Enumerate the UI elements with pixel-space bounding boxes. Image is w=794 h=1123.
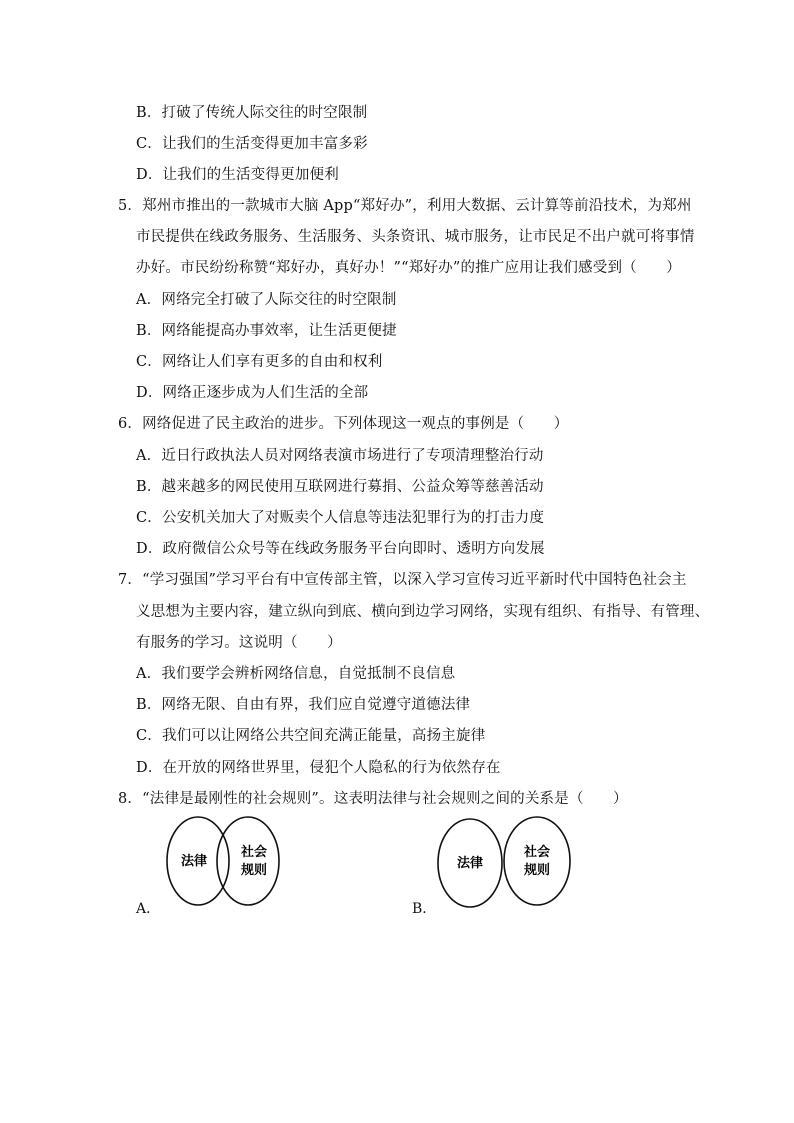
q7-option-a: A．我们要学会辨析网络信息，自觉抵制不良信息 xyxy=(136,666,456,682)
q4-option-d: D．让我们的生活变得更加便利 xyxy=(136,167,339,183)
q7-option-d: D．在开放的网络世界里，侵犯个人隐私的行为依然存在 xyxy=(136,760,501,776)
q6-option-c: C．公安机关加大了对贩卖个人信息等违法犯罪行为的打击力度 xyxy=(136,510,545,526)
q6-stem: 6．网络促进了民主政治的进步。下列体现这一观点的事例是（ ） xyxy=(118,416,569,432)
q5-option-d: D．网络正逐步成为人们生活的全部 xyxy=(136,385,369,401)
diagram-b-label: B． xyxy=(412,901,437,917)
q6-option-d: D．政府微信公众号等在线政务服务平台向即时、透明方向发展 xyxy=(136,541,545,557)
q6-option-a: A．近日行政执法人员对网络表演市场进行了专项清理整治行动 xyxy=(136,448,544,464)
q7-stem-line-2: 义思想为主要内容，建立纵向到底、横向到边学习网络，实现有组织、有指导、有管理、 xyxy=(136,604,710,620)
q7-option-c: C．我们可以让网络公共空间充满正能量，高扬主旋律 xyxy=(136,728,486,744)
q5-option-c: C．网络让人们享有更多的自由和权利 xyxy=(136,354,383,370)
q5-option-a: A．网络完全打破了人际交往的时空限制 xyxy=(136,292,397,308)
q7-option-b: B．网络无限、自由有界，我们应自觉遵守道德法律 xyxy=(136,697,471,713)
diagram-b-law-text: 法律 xyxy=(456,856,484,871)
diagram-a-law-text: 法律 xyxy=(180,854,208,869)
q5-stem-line-1: 5．郑州市推出的一款城市大脑 App“郑好办”，利用大数据、云计算等前沿技术，为郑州 xyxy=(118,198,692,214)
q6-option-b: B．越来越多的网民使用互联网进行募捐、公益众筹等慈善活动 xyxy=(136,479,544,495)
diagram-a-label: A． xyxy=(136,901,161,917)
diagram-a-venn xyxy=(160,812,290,914)
q4-option-c: C．让我们的生活变得更加丰富多彩 xyxy=(136,136,368,152)
q8-stem: 8．“法律是最刚性的社会规则”。这表明法律与社会规则之间的关系是（ ） xyxy=(118,791,628,807)
q7-stem-line-3: 有服务的学习。这说明（ ） xyxy=(136,635,342,651)
q5-option-b: B．网络能提高办事效率，让生活更便捷 xyxy=(136,323,397,339)
q4-option-b: B．打破了传统人际交往的时空限制 xyxy=(136,105,368,121)
diagram-a-rules-text-1: 社会 xyxy=(240,845,268,860)
q7-stem-line-1: 7．“学习强国”学习平台有中宣传部主管，以深入学习宣传习近平新时代中国特色社会主 xyxy=(118,572,687,588)
diagram-b-rules-circle xyxy=(504,817,570,905)
diagram-b-venn xyxy=(432,812,582,914)
diagram-a-rules-circle xyxy=(217,817,279,905)
q5-stem-line-3: 办好。市民纷纷称赞“郑好办，真好办！”“郑好办”的推广应用让我们感受到（ ） xyxy=(136,260,681,276)
diagram-a-rules-text-2: 规则 xyxy=(240,863,268,878)
q5-stem-line-2: 市民提供在线政务服务、生活服务、头条资讯、城市服务，让市民足不出户就可将事情 xyxy=(136,229,695,245)
diagram-b-rules-text-1: 社会 xyxy=(523,845,551,860)
diagram-b-rules-text-2: 规则 xyxy=(523,863,551,878)
